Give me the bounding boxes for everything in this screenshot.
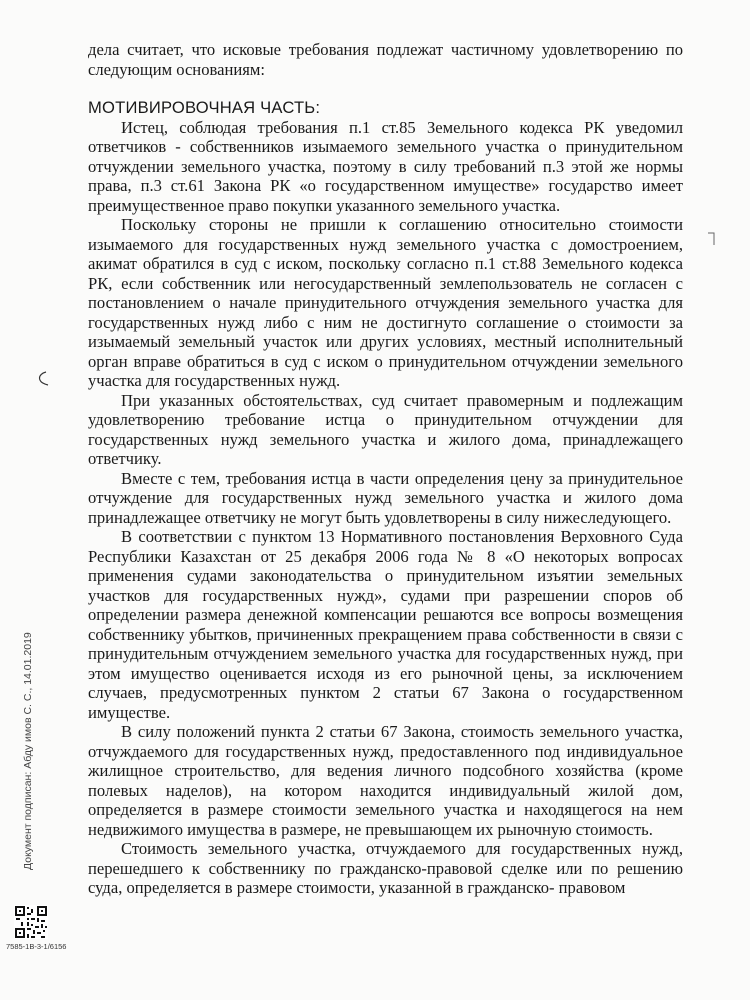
margin-bracket	[706, 232, 716, 246]
paragraph-3: При указанных обстоятельствах, суд считает правомерным и подлежащим удовлетворению требование истца о принудительном отчуждении для государственных нужд земельного участка и жилого дома, принадлежащего ответчику.	[88, 390, 683, 468]
document-code: 7585-1В-3-1/6156	[6, 942, 67, 951]
document-body	[88, 40, 683, 898]
qr-code-icon	[14, 905, 48, 939]
paragraph-7: Стоимость земельного участка, отчуждаемого для государственных нужд, перешедшего к собственнику по гражданско-правовой сделке или по решению суда, определяется в размере стоимости, указанной в гражданско- правовом	[88, 839, 683, 897]
margin-mark	[30, 370, 52, 388]
signature-stamp: Документ подписан: Абду имов С. С., 14.01.2019	[22, 632, 34, 870]
section-heading: МОТИВИРОВОЧНАЯ ЧАСТЬ:	[88, 98, 321, 117]
paragraph-5: В соответствии с пунктом 13 Нормативного постановления Верховного Суда Республики Казахстан от 25 декабря 2006 года № 8 «О некоторых вопросах применения судами законодательства о принудительном изъятии земельных участков для государственных нужд», судами при разрешении споров об определении размера денежной компенсации решаются все вопросы возмещения собственнику убытков, причиненных прекращением права собственности в связи с принудительным отчуждением земельного участка для государственных нужд, при этом имущество оценивается исходя из его рыночной цены, за исключением случаев, предусмотренных пунктом 2 статьи 67 Закона о государственном имуществе.	[88, 527, 683, 722]
paragraph-4: Вместе с тем, требования истца в части определения цену за принудительное отчуждение для государственных нужд земельного участка и жилого дома принадлежащее ответчику не могут быть удовлетворены в силу нижеследующего.	[88, 468, 683, 527]
paragraph-2: Поскольку стороны не пришли к соглашению относительно стоимости изымаемого для государственных нужд земельного участка с домостроением, акимат обратился в суд с иском, поскольку согласно п.1 ст.88 Земельного кодекса РК, если собственник или негосударственный землепользователь не согласен с постановлением о начале принудительного отчуждения земельного участка для государственных нужд либо с ним не достигнуто соглашение о стоимости за изымаемый земельный участок или других условиях, местный исполнительный орган вправе обратиться в суд с иском о принудительном отчуждении земельного участка для государственных нужд.	[88, 215, 683, 390]
paragraph-6: В силу положений пункта 2 статьи 67 Закона, стоимость земельного участка, отчуждаемого для государственных нужд, предоставленного под индивидуальное жилищное строительство, для ведения личного подсобного хозяйства (кроме полевых наделов), на котором находится индивидуальный жилой дом, определяется в размере стоимости земельного участка и находящегося на нем недвижимого имущества в размере, не превышающем их рыночную стоимость.	[88, 722, 683, 839]
paragraph-intro: дела считает, что исковые требования подлежат частичному удовлетворению по следующим основаниям:	[88, 40, 683, 79]
paragraph-1: Истец, соблюдая требования п.1 ст.85 Земельного кодекса РК уведомил ответчиков - собственников изымаемого земельного участка о принудительном отчуждении земельного участка, поэтому в силу требований п.3 этой же нормы права, п.3 ст.61 Закона РК «о государственном имуществе» государство имеет преимущественное право покупки указанного земельного участка.	[88, 117, 683, 215]
